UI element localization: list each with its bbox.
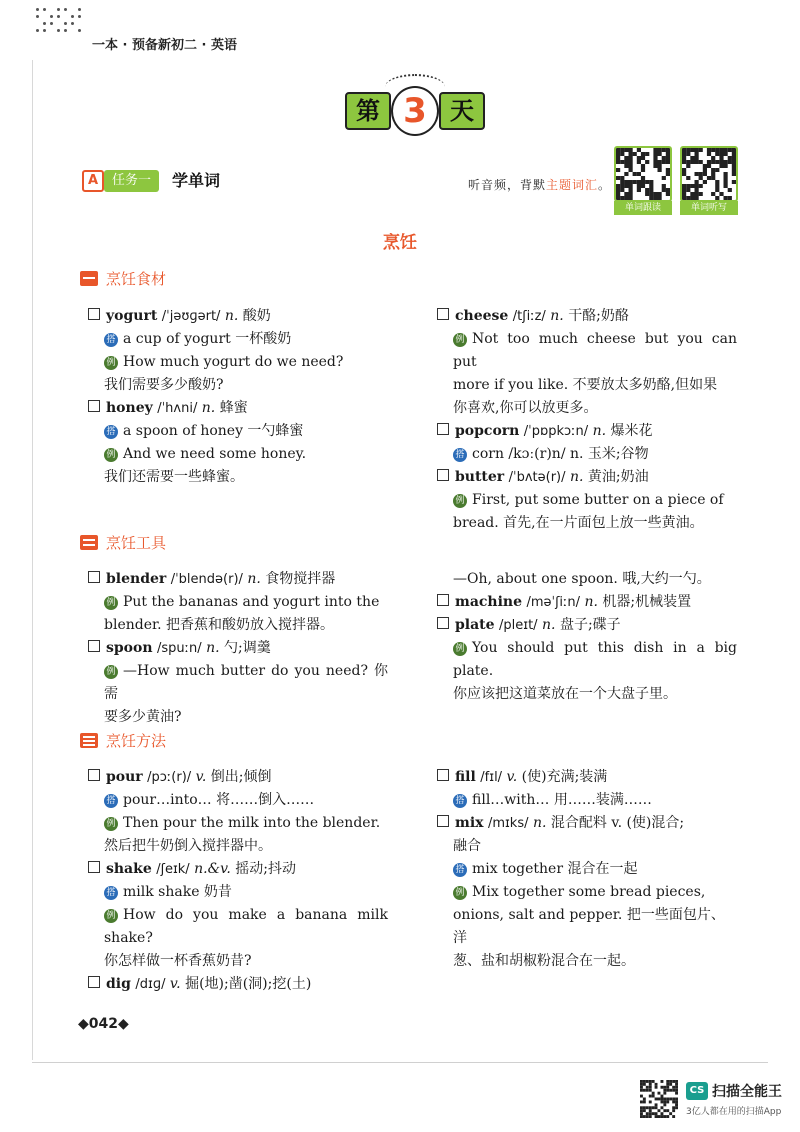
translation-text: 你喜欢,你可以放更多。 (453, 400, 598, 416)
page-number: ◆042◆ (78, 1016, 129, 1032)
example-tag-icon: 例 (453, 333, 467, 347)
instruction-text: 听音频，背默 (468, 178, 547, 192)
meaning: 蜂蜜 (219, 400, 248, 416)
meaning: 盘子;碟子 (559, 617, 621, 633)
vocab-word: yogurt (106, 308, 158, 324)
example-tag-icon: 例 (104, 596, 118, 610)
meaning: 混合配料 v. (使)混合; (550, 815, 685, 831)
entry-line (88, 835, 388, 858)
entry-text: How much yogurt do we need? (123, 354, 344, 370)
checkbox-icon[interactable] (437, 815, 449, 827)
dot (57, 15, 60, 18)
dot (78, 29, 81, 32)
qr-follow-read[interactable] (614, 146, 672, 212)
checkbox-icon[interactable] (88, 976, 100, 988)
part-of-speech: n. (584, 594, 598, 610)
entry-line (88, 374, 388, 397)
checkbox-icon[interactable] (437, 617, 449, 629)
dot (43, 8, 46, 11)
part-of-speech: n. (569, 469, 584, 485)
section-two-icon (80, 535, 98, 550)
entry-text: You should put this dish in a big plate. (453, 640, 737, 679)
day-badge (345, 88, 483, 130)
qr-code-icon (680, 146, 738, 202)
instruction-end: 。 (598, 178, 612, 192)
entry-text: Then pour the milk into the blender. (123, 815, 381, 831)
entry-line (437, 512, 737, 535)
vocab-word: honey (106, 400, 153, 416)
entry-line (437, 904, 737, 950)
entry-line (437, 568, 737, 591)
translation-text: 我们还需要一些蜂蜜。 (104, 469, 244, 485)
part-of-speech: n. (592, 423, 607, 439)
task-label: 任务一 (104, 170, 159, 192)
phonetic: /pleɪt/ (499, 618, 538, 633)
part-of-speech: n. (247, 571, 261, 587)
topic-title: 烹饪 (383, 233, 417, 253)
checkbox-icon[interactable] (437, 308, 449, 320)
part-of-speech: n. (532, 815, 547, 831)
entry-line (88, 660, 388, 706)
meaning: 酸奶 (242, 308, 271, 324)
entry-text: And we need some honey. (123, 446, 307, 462)
example-tag-icon: 例 (453, 886, 467, 900)
vocab-word: butter (455, 469, 505, 485)
translation-text: 然后把牛奶倒入搅拌器中。 (104, 838, 272, 854)
entry-line (88, 591, 388, 614)
checkbox-icon[interactable] (88, 571, 100, 583)
entry-text: Mix together some bread pieces, (472, 884, 706, 900)
meaning: 倒出;倾倒 (210, 769, 272, 785)
section-three-icon (80, 733, 98, 748)
dot (43, 29, 46, 32)
part-of-speech: n. (206, 640, 220, 656)
entry-text: Not too much cheese but you can put (453, 331, 737, 370)
section-title: 烹饪工具 (106, 534, 167, 552)
vocab-word: popcorn (455, 423, 520, 439)
entry-line (437, 950, 737, 973)
entry-line (88, 950, 388, 973)
vocab-word: pour (106, 769, 143, 785)
entry-line (437, 789, 737, 812)
translation-text: 融合 (453, 838, 481, 854)
day-badge-number: 3 (391, 86, 439, 136)
bottom-rule (32, 1062, 768, 1063)
entry-line (437, 489, 737, 512)
checkbox-icon[interactable] (437, 594, 449, 606)
phonetic: /məˈʃiːn/ (526, 595, 581, 610)
section-right-column (437, 766, 737, 973)
checkbox-icon[interactable] (437, 423, 449, 435)
entry-line (88, 904, 388, 950)
entry-line (88, 568, 388, 591)
phonetic: /ˈpɒpkɔːn/ (523, 424, 589, 439)
section-left-column (88, 568, 388, 729)
meaning: 机器;机械装置 (602, 594, 692, 610)
section-left-column (88, 766, 388, 996)
dot (64, 22, 67, 25)
meaning: 爆米花 (610, 423, 653, 439)
entry-line (437, 614, 737, 637)
day-badge-prefix: 第 (345, 92, 391, 130)
part-of-speech: n. (550, 308, 564, 324)
part-of-speech: v. (195, 769, 207, 785)
vocab-word: dig (106, 976, 131, 992)
task-letter: A (82, 170, 104, 192)
phonetic: /ˈbʌtə(r)/ (508, 470, 566, 485)
entry-line (437, 812, 737, 835)
part-of-speech: v. (506, 769, 518, 785)
checkbox-icon[interactable] (88, 640, 100, 652)
collocation-tag-icon: 搭 (104, 886, 118, 900)
qr-label: 单词听写 (680, 201, 738, 215)
entry-text: fill…with… 用……装满…… (472, 792, 652, 808)
entry-text: a spoon of honey 一勺蜂蜜 (123, 423, 304, 439)
qr-label: 单词跟读 (614, 201, 672, 215)
checkbox-icon[interactable] (88, 769, 100, 781)
dot (57, 29, 60, 32)
watermark-logo: CS (686, 1082, 708, 1100)
part-of-speech: n. (542, 617, 556, 633)
phonetic: /spuːn/ (156, 641, 202, 656)
entry-line (88, 858, 388, 881)
entry-text: corn /kɔː(r)n/ n. 玉米;谷物 (472, 446, 649, 462)
header-dots-decoration (36, 8, 88, 38)
vocab-word: fill (455, 769, 476, 785)
entry-text: mix together 混合在一起 (472, 861, 638, 877)
vocab-word: spoon (106, 640, 153, 656)
section-title: 烹饪方法 (106, 732, 167, 750)
phonetic: /pɔː(r)/ (147, 770, 192, 785)
entry-line (88, 328, 388, 351)
phonetic: /dɪɡ/ (135, 977, 166, 992)
phonetic: /ˈhʌni/ (157, 401, 198, 416)
entry-line (88, 351, 388, 374)
translation-text: 你怎样做一杯香蕉奶昔? (104, 953, 252, 969)
example-tag-icon: 例 (104, 356, 118, 370)
translation-text: 你应该把这道菜放在一个大盘子里。 (453, 686, 677, 702)
entry-line (88, 789, 388, 812)
entry-line (437, 881, 737, 904)
qr-code-icon (614, 146, 672, 202)
listen-instruction (468, 176, 611, 193)
entry-line (88, 466, 388, 489)
entry-line (88, 637, 388, 660)
section-title: 烹饪食材 (106, 270, 167, 288)
entry-line (437, 374, 737, 397)
collocation-tag-icon: 搭 (453, 863, 467, 877)
vocab-word: cheese (455, 308, 509, 324)
entry-line (88, 766, 388, 789)
dot (50, 22, 53, 25)
entry-line (88, 443, 388, 466)
entry-line (437, 835, 737, 858)
example-tag-icon: 例 (453, 494, 467, 508)
vocab-word: blender (106, 571, 167, 587)
book-title: 一本 · 预备新初二 · 英语 (92, 38, 237, 53)
translation-text: 葱、盐和胡椒粉混合在一起。 (453, 953, 635, 969)
section-heading (80, 532, 166, 553)
section-left-column (88, 305, 388, 489)
phonetic: /ʃeɪk/ (156, 862, 190, 877)
checkbox-icon[interactable] (437, 769, 449, 781)
section-right-column (437, 568, 737, 706)
instruction-highlight: 主题词汇 (546, 178, 599, 192)
section-heading (80, 268, 166, 289)
dot (71, 22, 74, 25)
entry-line (88, 973, 388, 996)
vocab-word: mix (455, 815, 484, 831)
dot (64, 8, 67, 11)
section-right-column (437, 305, 737, 535)
entry-line (88, 706, 388, 729)
checkbox-icon[interactable] (88, 400, 100, 412)
meaning: 勺;调羹 (224, 640, 271, 656)
entry-text: a cup of yogurt 一杯酸奶 (123, 331, 292, 347)
translation-text: more if you like. 不要放太多奶酪,但如果 (453, 377, 718, 393)
vocab-word: shake (106, 861, 152, 877)
phonetic: /ˈjəʊɡərt/ (161, 309, 221, 324)
entry-line (437, 443, 737, 466)
phonetic: /ˈblendə(r)/ (170, 572, 243, 587)
entry-line (88, 881, 388, 904)
example-tag-icon: 例 (104, 909, 118, 923)
qr-dictation[interactable] (680, 146, 738, 212)
example-tag-icon: 例 (453, 642, 467, 656)
dot (78, 8, 81, 11)
task-title: 学单词 (172, 171, 221, 190)
watermark-subtitle: 3亿人都在用的扫描App (686, 1107, 782, 1117)
translation-text: 要多少黄油? (104, 709, 182, 725)
entry-line (437, 766, 737, 789)
example-tag-icon: 例 (104, 448, 118, 462)
entry-text: pour…into… 将……倒入…… (123, 792, 315, 808)
checkbox-icon[interactable] (437, 469, 449, 481)
dot (64, 29, 67, 32)
entry-line (437, 683, 737, 706)
entry-text: First, put some butter on a piece of (472, 492, 724, 508)
entry-line (88, 420, 388, 443)
dot (50, 15, 53, 18)
collocation-tag-icon: 搭 (453, 794, 467, 808)
translation-text: blender. 把香蕉和酸奶放入搅拌器。 (104, 617, 335, 633)
translation-text: —Oh, about one spoon. 哦,大约一勺。 (453, 571, 711, 587)
meaning: (使)充满;装满 (521, 769, 608, 785)
meaning: 黄油;奶油 (587, 469, 649, 485)
meaning: 干酪;奶酪 (568, 308, 629, 324)
entry-line (437, 466, 737, 489)
margin-rule (32, 60, 33, 1060)
collocation-tag-icon: 搭 (104, 333, 118, 347)
dot (57, 8, 60, 11)
dot (36, 29, 39, 32)
watermark-qr-icon (640, 1080, 678, 1118)
translation-text: bread. 首先,在一片面包上放一些黄油。 (453, 515, 704, 531)
phonetic: /mɪks/ (487, 816, 529, 831)
meaning: 掘(地);凿(洞);挖(土) (185, 976, 312, 992)
entry-line (88, 812, 388, 835)
example-tag-icon: 例 (104, 817, 118, 831)
phonetic: /tʃiːz/ (512, 309, 546, 324)
entry-line (88, 614, 388, 637)
checkbox-icon[interactable] (88, 861, 100, 873)
vocab-word: machine (455, 594, 522, 610)
day-badge-suffix: 天 (439, 92, 485, 130)
part-of-speech: n.&v. (194, 861, 231, 877)
meaning: 食物搅拌器 (265, 571, 336, 587)
entry-line (88, 397, 388, 420)
entry-line (437, 637, 737, 683)
entry-line (437, 305, 737, 328)
translation-text: onions, salt and pepper. 把一些面包片、洋 (453, 907, 725, 946)
phonetic: /fɪl/ (480, 770, 503, 785)
collocation-tag-icon: 搭 (104, 425, 118, 439)
section-one-icon (80, 271, 98, 286)
page-number-value: 042 (88, 1016, 119, 1032)
entry-text: Put the bananas and yogurt into the (123, 594, 380, 610)
meaning: 摇动;抖动 (235, 861, 296, 877)
collocation-tag-icon: 搭 (104, 794, 118, 808)
dot (36, 15, 39, 18)
entry-line (437, 328, 737, 374)
dot (43, 22, 46, 25)
dot (36, 8, 39, 11)
entry-text: —How much butter do you need? 你需 (104, 663, 388, 702)
vocab-word: plate (455, 617, 495, 633)
entry-line (437, 858, 737, 881)
entry-line (88, 305, 388, 328)
entry-text: How do you make a banana milk shake? (104, 907, 388, 946)
section-heading (80, 730, 166, 751)
translation-text: 我们需要多少酸奶? (104, 377, 224, 393)
part-of-speech: n. (201, 400, 216, 416)
part-of-speech: v. (169, 976, 181, 992)
part-of-speech: n. (224, 308, 239, 324)
dot (78, 15, 81, 18)
dot (71, 15, 74, 18)
entry-line (437, 420, 737, 443)
watermark-name: 扫描全能王 (712, 1084, 782, 1100)
checkbox-icon[interactable] (88, 308, 100, 320)
collocation-tag-icon: 搭 (453, 448, 467, 462)
entry-line (437, 397, 737, 420)
entry-text: milk shake 奶昔 (123, 884, 232, 900)
example-tag-icon: 例 (104, 665, 118, 679)
entry-line (437, 591, 737, 614)
